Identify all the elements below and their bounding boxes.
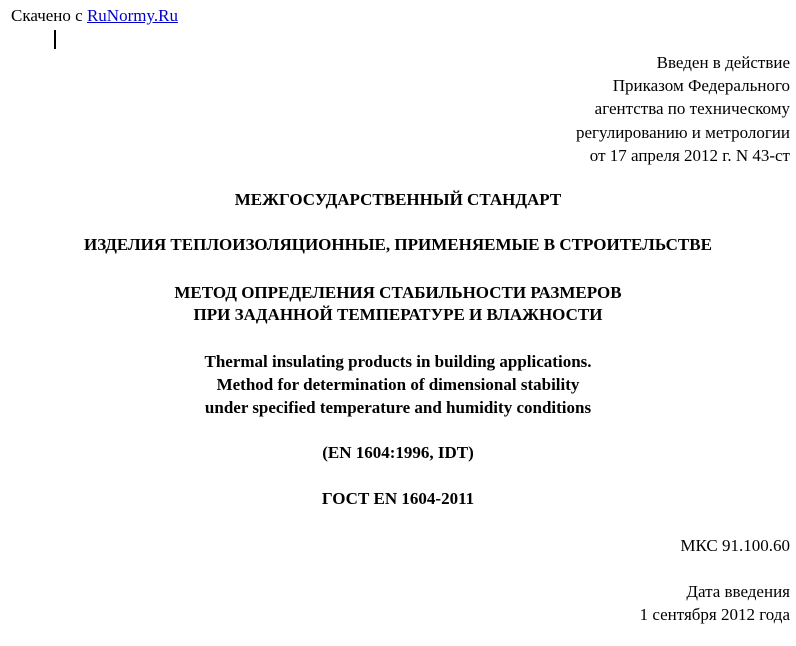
text-cursor (54, 30, 56, 49)
english-title (0, 350, 796, 419)
mks-code: МКС 91.100.60 (680, 536, 790, 555)
runormy-link[interactable]: RuNormy.Ru (86, 6, 178, 25)
products-heading: ИЗДЕЛИЯ ТЕПЛОИЗОЛЯЦИОННЫЕ, ПРИМЕНЯЕМЫЕ В СТРОИТЕЛЬСТВЕ (84, 235, 712, 254)
intro-line: от 17 апреля 2012 г. N 43-ст (589, 145, 790, 165)
intro-line: Приказом Федерального (612, 76, 790, 96)
intro-line: агентства по техническому (594, 99, 790, 119)
intro-line: регулированию и метрологии (575, 122, 790, 142)
effective-date-block (640, 580, 790, 626)
method-line: МЕТОД ОПРЕДЕЛЕНИЯ СТАБИЛЬНОСТИ РАЗМЕРОВ (174, 283, 622, 302)
english-title-line: Method for determination of dimensional stability (216, 375, 580, 394)
source-prefix: Скачено с (11, 6, 83, 25)
source-line (11, 6, 178, 26)
effective-date-value: 1 сентября 2012 года (639, 605, 790, 624)
method-line: ПРИ ЗАДАННОЙ ТЕМПЕРАТУРЕ И ВЛАЖНОСТИ (193, 305, 603, 324)
intro-line: Введен в действие (656, 53, 790, 72)
en-reference: (EN 1604:1996, IDT) (322, 443, 474, 462)
standard-type-heading: МЕЖГОСУДАРСТВЕННЫЙ СТАНДАРТ (234, 190, 562, 209)
english-title-line: Thermal insulating products in building applications. (204, 352, 592, 371)
gost-number: ГОСТ EN 1604-2011 (321, 489, 475, 508)
intro-block (576, 51, 790, 167)
english-title-line: under specified temperature and humidity conditions (204, 398, 592, 417)
method-heading (0, 282, 796, 326)
effective-date-label: Дата введения (686, 582, 790, 601)
